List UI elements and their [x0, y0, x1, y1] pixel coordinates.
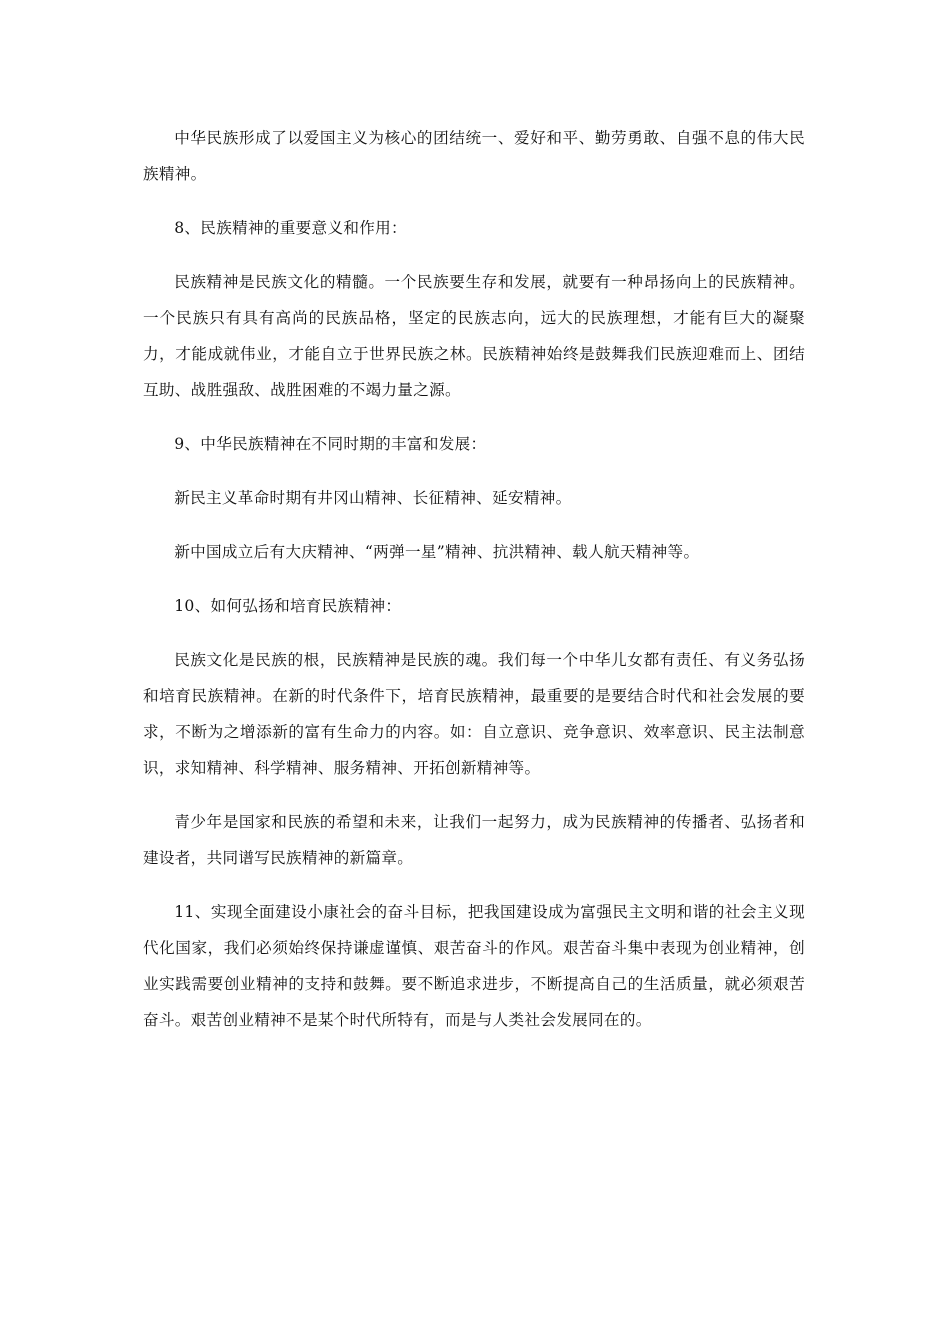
paragraph-youth: 青少年是国家和民族的希望和未来，让我们一起努力，成为民族精神的传播者、弘扬者和建设者，共同谱写民族精神的新篇章。 — [143, 813, 805, 867]
heading-item-8: 8、民族精神的重要意义和作用： — [174, 219, 407, 237]
heading-item-10: 10、如何弘扬和培育民族精神： — [174, 597, 402, 615]
paragraph-new-china-era: 新中国成立后有大庆精神、“两弹一星”精神、抗洪精神、载人航天精神等。 — [174, 543, 700, 561]
heading-item-9: 9、中华民族精神在不同时期的丰富和发展： — [174, 435, 487, 453]
paragraph-item-11: 11、实现全面建设小康社会的奋斗目标，把我国建设成为富强民主文明和谐的社会主义现代化国家，我们必须始终保持谦虚谨慎、艰苦奋斗的作风。艰苦奋斗集中表现为创业精神，创业实践需要创业精神的支持和鼓舞。要不断追求进步，不断提高自己的生活质量，就必须艰苦奋斗。艰苦创业精神不是某个时代所特有，而是与人类社会发展同在的。 — [143, 903, 805, 1029]
document-body — [143, 120, 805, 1038]
paragraph-importance: 民族精神是民族文化的精髓。一个民族要生存和发展，就要有一种昂扬向上的民族精神。一个民族只有具有高尚的民族品格，坚定的民族志向，远大的民族理想，才能有巨大的凝聚力，才能成就伟业，才能自立于世界民族之林。民族精神始终是鼓舞我们民族迎难而上、团结互助、战胜强敌、战胜困难的不竭力量之源。 — [143, 273, 805, 399]
paragraph-cultivate-spirit: 民族文化是民族的根，民族精神是民族的魂。我们每一个中华儿女都有责任、有义务弘扬和培育民族精神。在新的时代条件下，培育民族精神，最重要的是要结合时代和社会发展的要求，不断为之增添新的富有生命力的内容。如：自立意识、竞争意识、效率意识、民主法制意识，求知精神、科学精神、服务精神、开拓创新精神等。 — [143, 651, 805, 777]
paragraph-national-spirit-intro: 中华民族形成了以爱国主义为核心的团结统一、爱好和平、勤劳勇敢、自强不息的伟大民族精神。 — [143, 129, 805, 183]
paragraph-revolution-era: 新民主义革命时期有井冈山精神、长征精神、延安精神。 — [174, 489, 572, 507]
